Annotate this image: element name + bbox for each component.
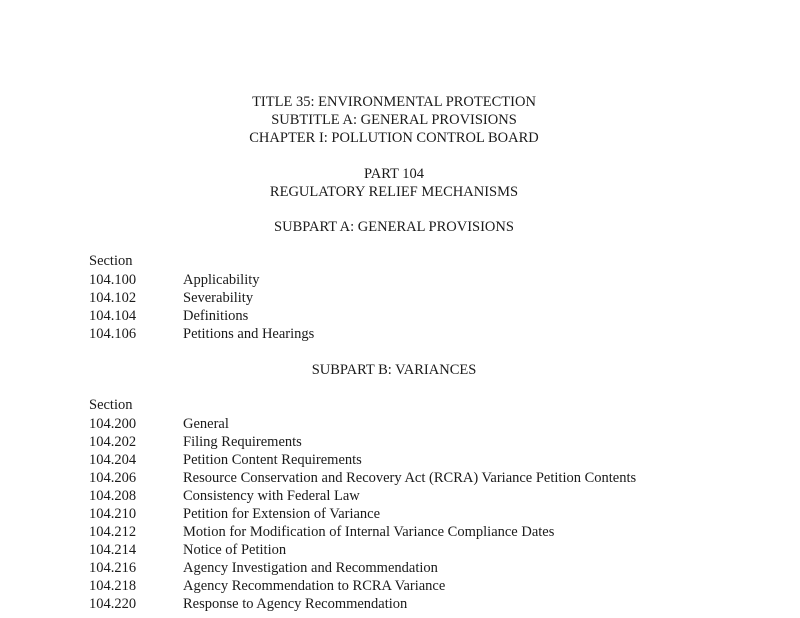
section-title: General xyxy=(183,416,229,432)
part-number: PART 104 xyxy=(364,166,424,182)
toc-entry xyxy=(89,523,554,541)
section-title: Filing Requirements xyxy=(183,434,302,450)
part-name: REGULATORY RELIEF MECHANISMS xyxy=(269,184,519,200)
section-title: Resource Conservation and Recovery Act (RCRA) Variance Petition Contents xyxy=(183,470,637,486)
chapter-line: CHAPTER I: POLLUTION CONTROL BOARD xyxy=(249,130,539,146)
toc-entry xyxy=(89,469,636,487)
section-column-label: Section xyxy=(89,397,133,413)
section-number: 104.214 xyxy=(89,542,137,558)
section-title: Applicability xyxy=(183,272,260,288)
subtitle-line: SUBTITLE A: GENERAL PROVISIONS xyxy=(271,112,517,128)
toc-entry xyxy=(89,451,362,469)
section-number: 104.206 xyxy=(89,470,137,486)
section-number: 104.104 xyxy=(89,308,137,324)
section-title: Notice of Petition xyxy=(183,542,287,558)
section-title: Motion for Modification of Internal Variance Compliance Dates xyxy=(183,524,555,540)
section-number: 104.200 xyxy=(89,416,137,432)
toc-entry xyxy=(89,415,229,433)
section-title: Consistency with Federal Law xyxy=(183,488,360,504)
section-number: 104.216 xyxy=(89,560,137,576)
section-title: Agency Recommendation to RCRA Variance xyxy=(183,578,446,594)
section-number: 104.208 xyxy=(89,488,137,504)
section-column-label: Section xyxy=(89,253,133,269)
section-title: Petition Content Requirements xyxy=(183,452,362,468)
toc-entry xyxy=(89,289,253,307)
section-number: 104.100 xyxy=(89,272,137,288)
section-number: 104.212 xyxy=(89,524,137,540)
section-title: Petitions and Hearings xyxy=(183,326,315,342)
toc-entry xyxy=(89,487,360,505)
section-number: 104.220 xyxy=(89,596,137,612)
toc-entry xyxy=(89,505,380,523)
title-line: TITLE 35: ENVIRONMENTAL PROTECTION xyxy=(252,94,536,110)
section-title: Severability xyxy=(183,290,254,306)
section-title: Definitions xyxy=(183,308,249,324)
section-number: 104.102 xyxy=(89,290,137,306)
section-number: 104.204 xyxy=(89,452,137,468)
toc-entry xyxy=(89,541,286,559)
section-number: 104.202 xyxy=(89,434,137,450)
section-number: 104.106 xyxy=(89,326,137,342)
toc-entry xyxy=(89,271,260,289)
section-title: Agency Investigation and Recommendation xyxy=(183,560,438,576)
section-number: 104.218 xyxy=(89,578,137,594)
section-number: 104.210 xyxy=(89,506,137,522)
subpart-b-heading: SUBPART B: VARIANCES xyxy=(311,362,477,378)
toc-entry xyxy=(89,559,438,577)
toc-entry xyxy=(89,433,302,451)
section-title: Petition for Extension of Variance xyxy=(183,506,381,522)
toc-entry xyxy=(89,595,407,613)
section-title: Response to Agency Recommendation xyxy=(183,596,408,612)
toc-entry xyxy=(89,577,445,595)
toc-entry xyxy=(89,307,248,325)
subpart-a-heading: SUBPART A: GENERAL PROVISIONS xyxy=(274,219,514,235)
toc-entry xyxy=(89,325,314,343)
